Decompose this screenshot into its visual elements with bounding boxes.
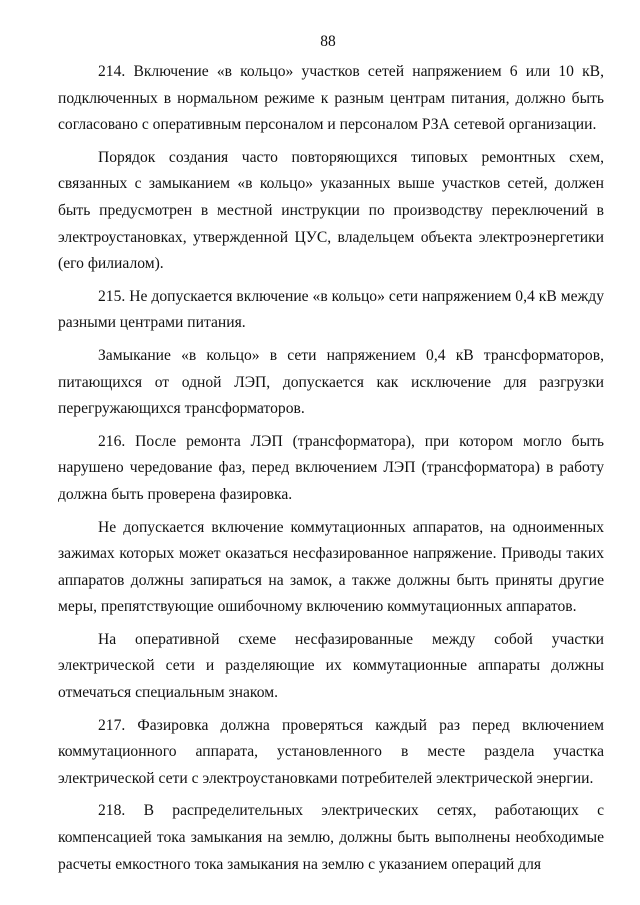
paragraph-215-continuation: Замыкание «в кольцо» в сети напряжением 0,4 кВ трансформаторов, питающихся от одной ЛЭП, допускается как исключение для разгрузки перегружающихся трансформаторов.	[58, 346, 604, 418]
paragraph-214: 214. Включение «в кольцо» участков сетей напряжением 6 или 10 кВ, подключенных в нормальном режиме к разным центрам питания, должно быть согласовано с оперативным персоналом и персоналом РЗА сетевой организации.	[58, 63, 604, 134]
paragraph-216: 216. После ремонта ЛЭП (трансформатора), при котором могло быть нарушено чередование фаз, перед включением ЛЭП (трансформатора) в работу должна быть проверена фазировка.	[58, 432, 604, 503]
paragraph-216-continuation-1: Не допускается включение коммутационных аппаратов, на одноименных зажимах которых может оказаться несфазированное напряжение. Приводы таких аппаратов должны запираться на замок, а также должны быть приняты другие меры, препятствующие ошибочному включению коммутационных аппаратов.	[58, 518, 604, 616]
paragraph-217: 217. Фазировка должна проверяться каждый раз перед включением коммутационного аппарата, установленного в месте раздела участка электрической сети с электроустановками потребителей электрической энергии.	[58, 716, 604, 787]
paragraph-214-continuation: Порядок создания часто повторяющихся типовых ремонтных схем, связанных с замыканием «в кольцо» указанных выше участков сетей, должен быть предусмотрен в местной инструкции по производству переключений в электроустановках, утвержденной ЦУС, владельцем объекта электроэнергетики (его филиалом).	[58, 148, 604, 273]
document-body	[58, 59, 604, 884]
paragraph-216-continuation-2: На оперативной схеме несфазированные между собой участки электрической сети и разделяющие их коммутационные аппараты должны отмечаться специальным знаком.	[58, 630, 604, 702]
paragraph-215: 215. Не допускается включение «в кольцо» сети напряжением 0,4 кВ между разными центрами питания.	[58, 287, 604, 332]
page-number: 88	[320, 33, 336, 50]
paragraph-218: 218. В распределительных электрических сетях, работающих с компенсацией тока замыкания на землю, должны быть выполнены необходимые расчеты емкостного тока замыкания на землю с указанием операций для	[58, 802, 604, 873]
